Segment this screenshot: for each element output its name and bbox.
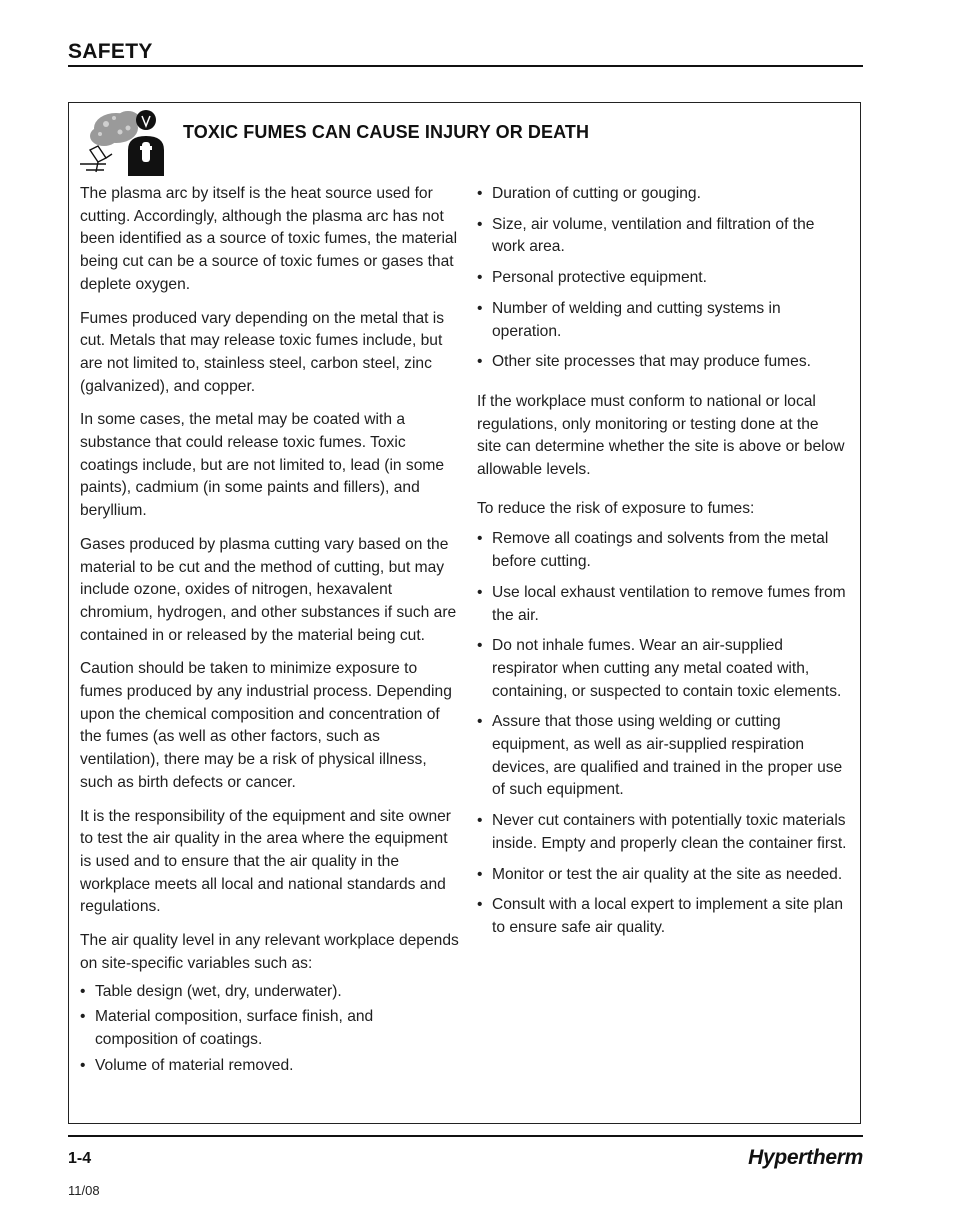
- header-divider: [68, 65, 863, 67]
- list-item: • Do not inhale fumes. Wear an air-supplied respirator when cutting any metal coated with, containing, or suspected to contain toxic elements.: [477, 635, 847, 703]
- warning-heading: TOXIC FUMES CAN CAUSE INJURY OR DEATH: [183, 122, 590, 142]
- revision-date: 11/08: [68, 1183, 100, 1198]
- list-item: • Table design (wet, dry, underwater).: [80, 981, 460, 1004]
- left-column: [80, 183, 460, 1088]
- right-column: [477, 183, 847, 951]
- list-item: • Consult with a local expert to implement a site plan to ensure safe air quality.: [477, 894, 847, 939]
- brand-logo: Hypertherm: [748, 1146, 863, 1169]
- list-item: • Duration of cutting or gouging.: [477, 183, 847, 206]
- list-item: • Other site processes that may produce fumes.: [477, 351, 847, 374]
- list-item: • Never cut containers with potentially toxic materials inside. Empty and properly clean the container first.: [477, 810, 847, 855]
- list-item: • Number of welding and cutting systems in operation.: [477, 298, 847, 343]
- variables-list: [80, 981, 460, 1078]
- paragraph: Caution should be taken to minimize exposure to fumes produced by any industrial process. Depending upon the chemical composition and concentration of the fumes (as well as other factors, such as ventilation), there may be a risk of physical illness, such as birth defects or cancer.: [80, 660, 452, 791]
- toxic-fumes-icon: [76, 106, 172, 180]
- risk-reduction-list: [477, 528, 847, 939]
- paragraph: It is the responsibility of the equipment and site owner to test the air quality in the area where the equipment is used and to ensure that the air quality in the workplace meets all local and national standards and regulations.: [80, 807, 451, 916]
- list-item: • Remove all coatings and solvents from the metal before cutting.: [477, 528, 847, 573]
- paragraph: If the workplace must conform to national or local regulations, only monitoring or testing done at the site can determine whether the site is above or below allowable levels.: [477, 392, 845, 479]
- list-item: • Use local exhaust ventilation to remove fumes from the air.: [477, 582, 847, 627]
- footer-divider: [68, 1135, 863, 1137]
- list-item: • Assure that those using welding or cutting equipment, as well as air-supplied respiration devices, are qualified and trained in the proper use of such equipment.: [477, 711, 847, 802]
- section-title: SAFETY: [68, 40, 153, 63]
- paragraph: Gases produced by plasma cutting vary based on the material to be cut and the method of cutting, but may include ozone, oxides of nitrogen, hexavalent chromium, hydrogen, and other substances if such are contained in or released by the material being cut.: [80, 535, 457, 644]
- list-item: • Material composition, surface finish, and composition of coatings.: [80, 1006, 460, 1051]
- paragraph: The plasma arc by itself is the heat source used for cutting. Accordingly, although the plasma arc has not been identified as a source of toxic fumes, the material being cut can be a source of toxic fumes or gases that deplete oxygen.: [80, 185, 458, 293]
- list-item: • Monitor or test the air quality at the site as needed.: [477, 864, 847, 887]
- paragraph: Fumes produced vary depending on the metal that is cut. Metals that may release toxic fumes include, but are not limited to, stainless steel, carbon steel, zinc (galvanized), and copper.: [80, 309, 445, 395]
- list-item: • Size, air volume, ventilation and filtration of the work area.: [477, 214, 847, 259]
- paragraph: In some cases, the metal may be coated with a substance that could release toxic fumes. Toxic coatings include, but are not limited to, lead (in some paints), cadmium (in some paints and fillers), and beryllium.: [80, 411, 445, 520]
- list-item: • Volume of material removed.: [80, 1055, 460, 1078]
- page-number: 1-4: [68, 1150, 92, 1167]
- variables-list-continued: [477, 183, 847, 374]
- paragraph: To reduce the risk of exposure to fumes:: [477, 499, 755, 517]
- list-item: • Personal protective equipment.: [477, 267, 847, 290]
- paragraph: The air quality level in any relevant workplace depends on site-specific variables such as:: [80, 932, 459, 972]
